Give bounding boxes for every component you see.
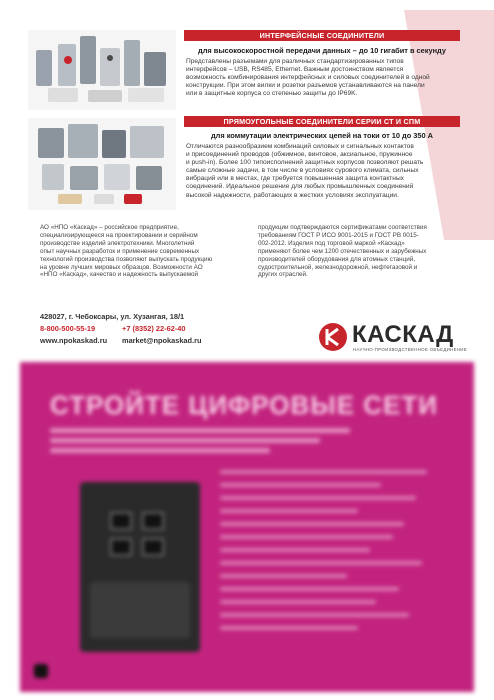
ad-text-line (220, 496, 416, 500)
about-line: производителей оборудования для атомных станций, (258, 255, 416, 263)
website-link[interactable]: www.npokaskad.ru (40, 336, 108, 345)
ad-text-line (50, 438, 320, 443)
ad-text-line (220, 574, 347, 578)
ad-text-line (50, 448, 270, 453)
paragraph-line: и присоединений проводов (обжимное, винтовое, аксиальное, пружинное (186, 151, 413, 159)
device-panel (90, 582, 190, 638)
about-line: технологий производства позволяют выпускать продукцию (40, 255, 213, 263)
ad-text-line (220, 470, 427, 474)
phone-tollfree[interactable]: 8-800-500-55-19 (40, 324, 96, 333)
about-line: других отраслей. (258, 271, 308, 279)
paragraph-line: возможность комбинирования интерфейсных и силовых соединителей в одной (186, 74, 430, 82)
ad-text-line (220, 561, 422, 565)
paragraph-line: Представлены разъемами для различных стандартизированных типов (186, 58, 404, 65)
ad-text-line (220, 600, 376, 604)
port-icon (110, 538, 132, 556)
ad-text-line (220, 509, 358, 513)
about-line: требованиям ГОСТ Р ИСО 9001-2015 и ГОСТ РВ 0015- (258, 231, 419, 239)
port-icon (110, 512, 132, 530)
port-icon (142, 538, 164, 556)
paragraph-line: и push-in). Более 100 типоисполнений защитных корпусов позволяют решать (186, 159, 424, 167)
section-title-interface: ИНТЕРФЕЙСНЫЕ СОЕДИНИТЕЛИ (184, 30, 460, 41)
ad-text-line (220, 535, 393, 539)
paragraph-line: интерфейсов – USB, RS485, Ethernet. Важным достоинством является (186, 66, 404, 74)
about-line: 002-2012. Изделия под торговой маркой «Каскад» (258, 239, 405, 247)
phone-city[interactable]: +7 (8352) 22-62-40 (122, 324, 186, 333)
network-switch-image (80, 482, 200, 652)
ad-text-line (220, 522, 404, 526)
about-line: на уровне лучших мировых образцов. Возможности АО (40, 263, 203, 271)
ad-text-line (220, 613, 409, 617)
email-link[interactable]: market@npokaskad.ru (122, 336, 202, 345)
paragraph-line: Отличаются разнообразием комбинаций силовых и сигнальных контактов (186, 143, 414, 150)
about-line: судостроительной, железнодорожной, нефтегазовой и (258, 263, 418, 271)
port-icon (142, 512, 164, 530)
paragraph-line: вибраций или в местах, где требуется повышенная защита контактных (186, 175, 404, 183)
ad-text-line (220, 587, 399, 591)
paragraph-line: или в защитные корпуса со степенью защиты до IP69K. (186, 90, 358, 98)
about-line: производстве изделий электротехники. Многолетний (40, 239, 195, 247)
section-subtitle-interface: для высокоскоростной передачи данных – до 10 гигабит в секунду (198, 46, 446, 55)
address-text: 428027, г. Чебоксары, ул. Хузангая, 18/1 (40, 312, 185, 321)
logo-tagline: НАУЧНО-ПРОИЗВОДСТВЕННОЕ ОБЪЕДИНЕНИЕ (353, 347, 467, 352)
section-title-rectangular: ПРЯМОУГОЛЬНЫЕ СОЕДИНИТЕЛИ СЕРИИ СТ И СПМ (184, 116, 460, 127)
advertisement-banner[interactable] (20, 362, 474, 692)
ad-text-line (220, 626, 358, 630)
about-line: продукции подтверждаются сертификатами соответствия (258, 224, 427, 231)
rectangular-connectors-image (28, 118, 176, 210)
about-line: применяют более чем 1200 отечественных и зарубежных (258, 247, 427, 255)
about-left-column (40, 224, 248, 279)
section-body-rectangular (186, 143, 456, 200)
section-body-interface (186, 58, 456, 98)
about-line: специализирующееся на проектировании и серийном (40, 231, 198, 239)
kaskad-logo (318, 320, 468, 356)
ad-brand-icon (34, 664, 48, 678)
interface-connectors-image (28, 30, 176, 110)
section-subtitle-rectangular: для коммутации электрических цепей на токи от 10 до 350 А (210, 131, 434, 140)
kaskad-logo-icon (318, 322, 348, 352)
about-line: «НПО «Каскад», качество и надежность выпускаемой (40, 271, 199, 279)
article-section (0, 0, 494, 298)
about-line: опыт научных разработок и применение современных (40, 247, 200, 255)
ad-text-line (220, 548, 370, 552)
ad-text-block (220, 470, 450, 660)
about-right-column (258, 224, 466, 279)
paragraph-line: высокой надежности, работающих в жестких условиях эксплуатации. (186, 191, 399, 199)
paragraph-line: соединений. Идеальное решение для любых промышленных соединений (186, 183, 414, 191)
ad-text-line (50, 428, 350, 433)
about-line: АО «НПО «Каскад» – российское предприятие, (40, 224, 179, 231)
ad-headline: СТРОЙТЕ ЦИФРОВЫЕ СЕТИ (50, 390, 438, 420)
logo-name: КАСКАД (352, 321, 454, 348)
paragraph-line: конструкции. При этом вилки и розетки разъемов устанавливаются на панели (186, 82, 425, 90)
ad-text-line (220, 483, 381, 487)
paragraph-line: самые сложные задачи, в том числе в условиях сурового климата, сильных (186, 167, 419, 175)
